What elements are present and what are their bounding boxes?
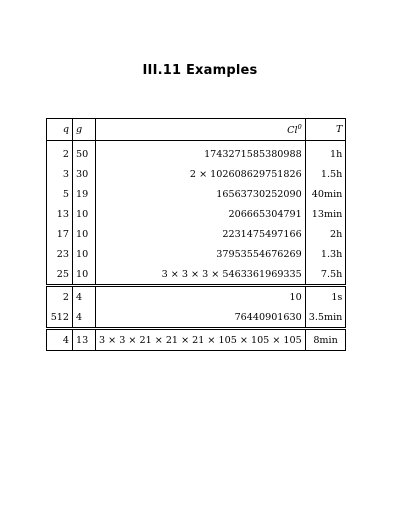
cell-cl: 2 × 102608629751826 xyxy=(96,164,306,184)
cell-g: 19 xyxy=(73,184,96,204)
cell-t: 1h xyxy=(305,144,346,164)
cell-t: 1.5h xyxy=(305,164,346,184)
cell-q: 2 xyxy=(47,144,73,164)
cell-g: 4 xyxy=(73,307,96,329)
cell-q: 23 xyxy=(47,244,73,264)
table-row xyxy=(47,264,346,286)
cell-t: 1.3h xyxy=(305,244,346,264)
cell-cl: 76440901630 xyxy=(96,307,306,329)
cell-q: 5 xyxy=(47,184,73,204)
header-t: T xyxy=(305,119,346,141)
cell-cl: 206665304791 xyxy=(96,204,306,224)
table-body xyxy=(47,141,346,351)
page-title: III.11 Examples xyxy=(142,63,258,78)
header-q: q xyxy=(47,119,73,141)
cell-t: 1s xyxy=(305,286,346,308)
cell-cl: 3 × 3 × 21 × 21 × 21 × 105 × 105 × 105 xyxy=(96,329,306,351)
table-row xyxy=(47,144,346,164)
cell-cl: 16563730252090 xyxy=(96,184,306,204)
cell-g: 10 xyxy=(73,204,96,224)
cell-q: 2 xyxy=(47,286,73,308)
cell-cl: 37953554676269 xyxy=(96,244,306,264)
table-row xyxy=(47,164,346,184)
cell-g: 50 xyxy=(73,144,96,164)
table-row xyxy=(47,329,346,351)
cell-g: 13 xyxy=(73,329,96,351)
cell-g: 10 xyxy=(73,224,96,244)
cell-q: 4 xyxy=(47,329,73,351)
cell-t: 40min xyxy=(305,184,346,204)
cell-cl: 1743271585380988 xyxy=(96,144,306,164)
cell-g: 10 xyxy=(73,264,96,286)
cell-t: 13min xyxy=(305,204,346,224)
cell-t: 3.5min xyxy=(305,307,346,329)
cell-t: 8min xyxy=(305,329,346,351)
cell-cl: 2231475497166 xyxy=(96,224,306,244)
cell-cl: 3 × 3 × 3 × 5463361969335 xyxy=(96,264,306,286)
cell-cl: 10 xyxy=(96,286,306,308)
table-header-row xyxy=(47,119,346,141)
cell-t: 2h xyxy=(305,224,346,244)
table-row xyxy=(47,286,346,308)
cell-q: 17 xyxy=(47,224,73,244)
table-row xyxy=(47,184,346,204)
header-cl-symbol: Cl xyxy=(287,125,298,137)
cell-q: 512 xyxy=(47,307,73,329)
cell-q: 25 xyxy=(47,264,73,286)
header-cl xyxy=(96,119,306,141)
table-row xyxy=(47,244,346,264)
table-row xyxy=(47,224,346,244)
cell-q: 3 xyxy=(47,164,73,184)
cell-g: 30 xyxy=(73,164,96,184)
header-g: g xyxy=(73,119,96,141)
table-row xyxy=(47,204,346,224)
cell-q: 13 xyxy=(47,204,73,224)
cell-g: 4 xyxy=(73,286,96,308)
table-row xyxy=(47,307,346,329)
header-cl-superscript: 0 xyxy=(297,122,302,131)
cell-t: 7.5h xyxy=(305,264,346,286)
cell-g: 10 xyxy=(73,244,96,264)
examples-table xyxy=(46,118,346,351)
